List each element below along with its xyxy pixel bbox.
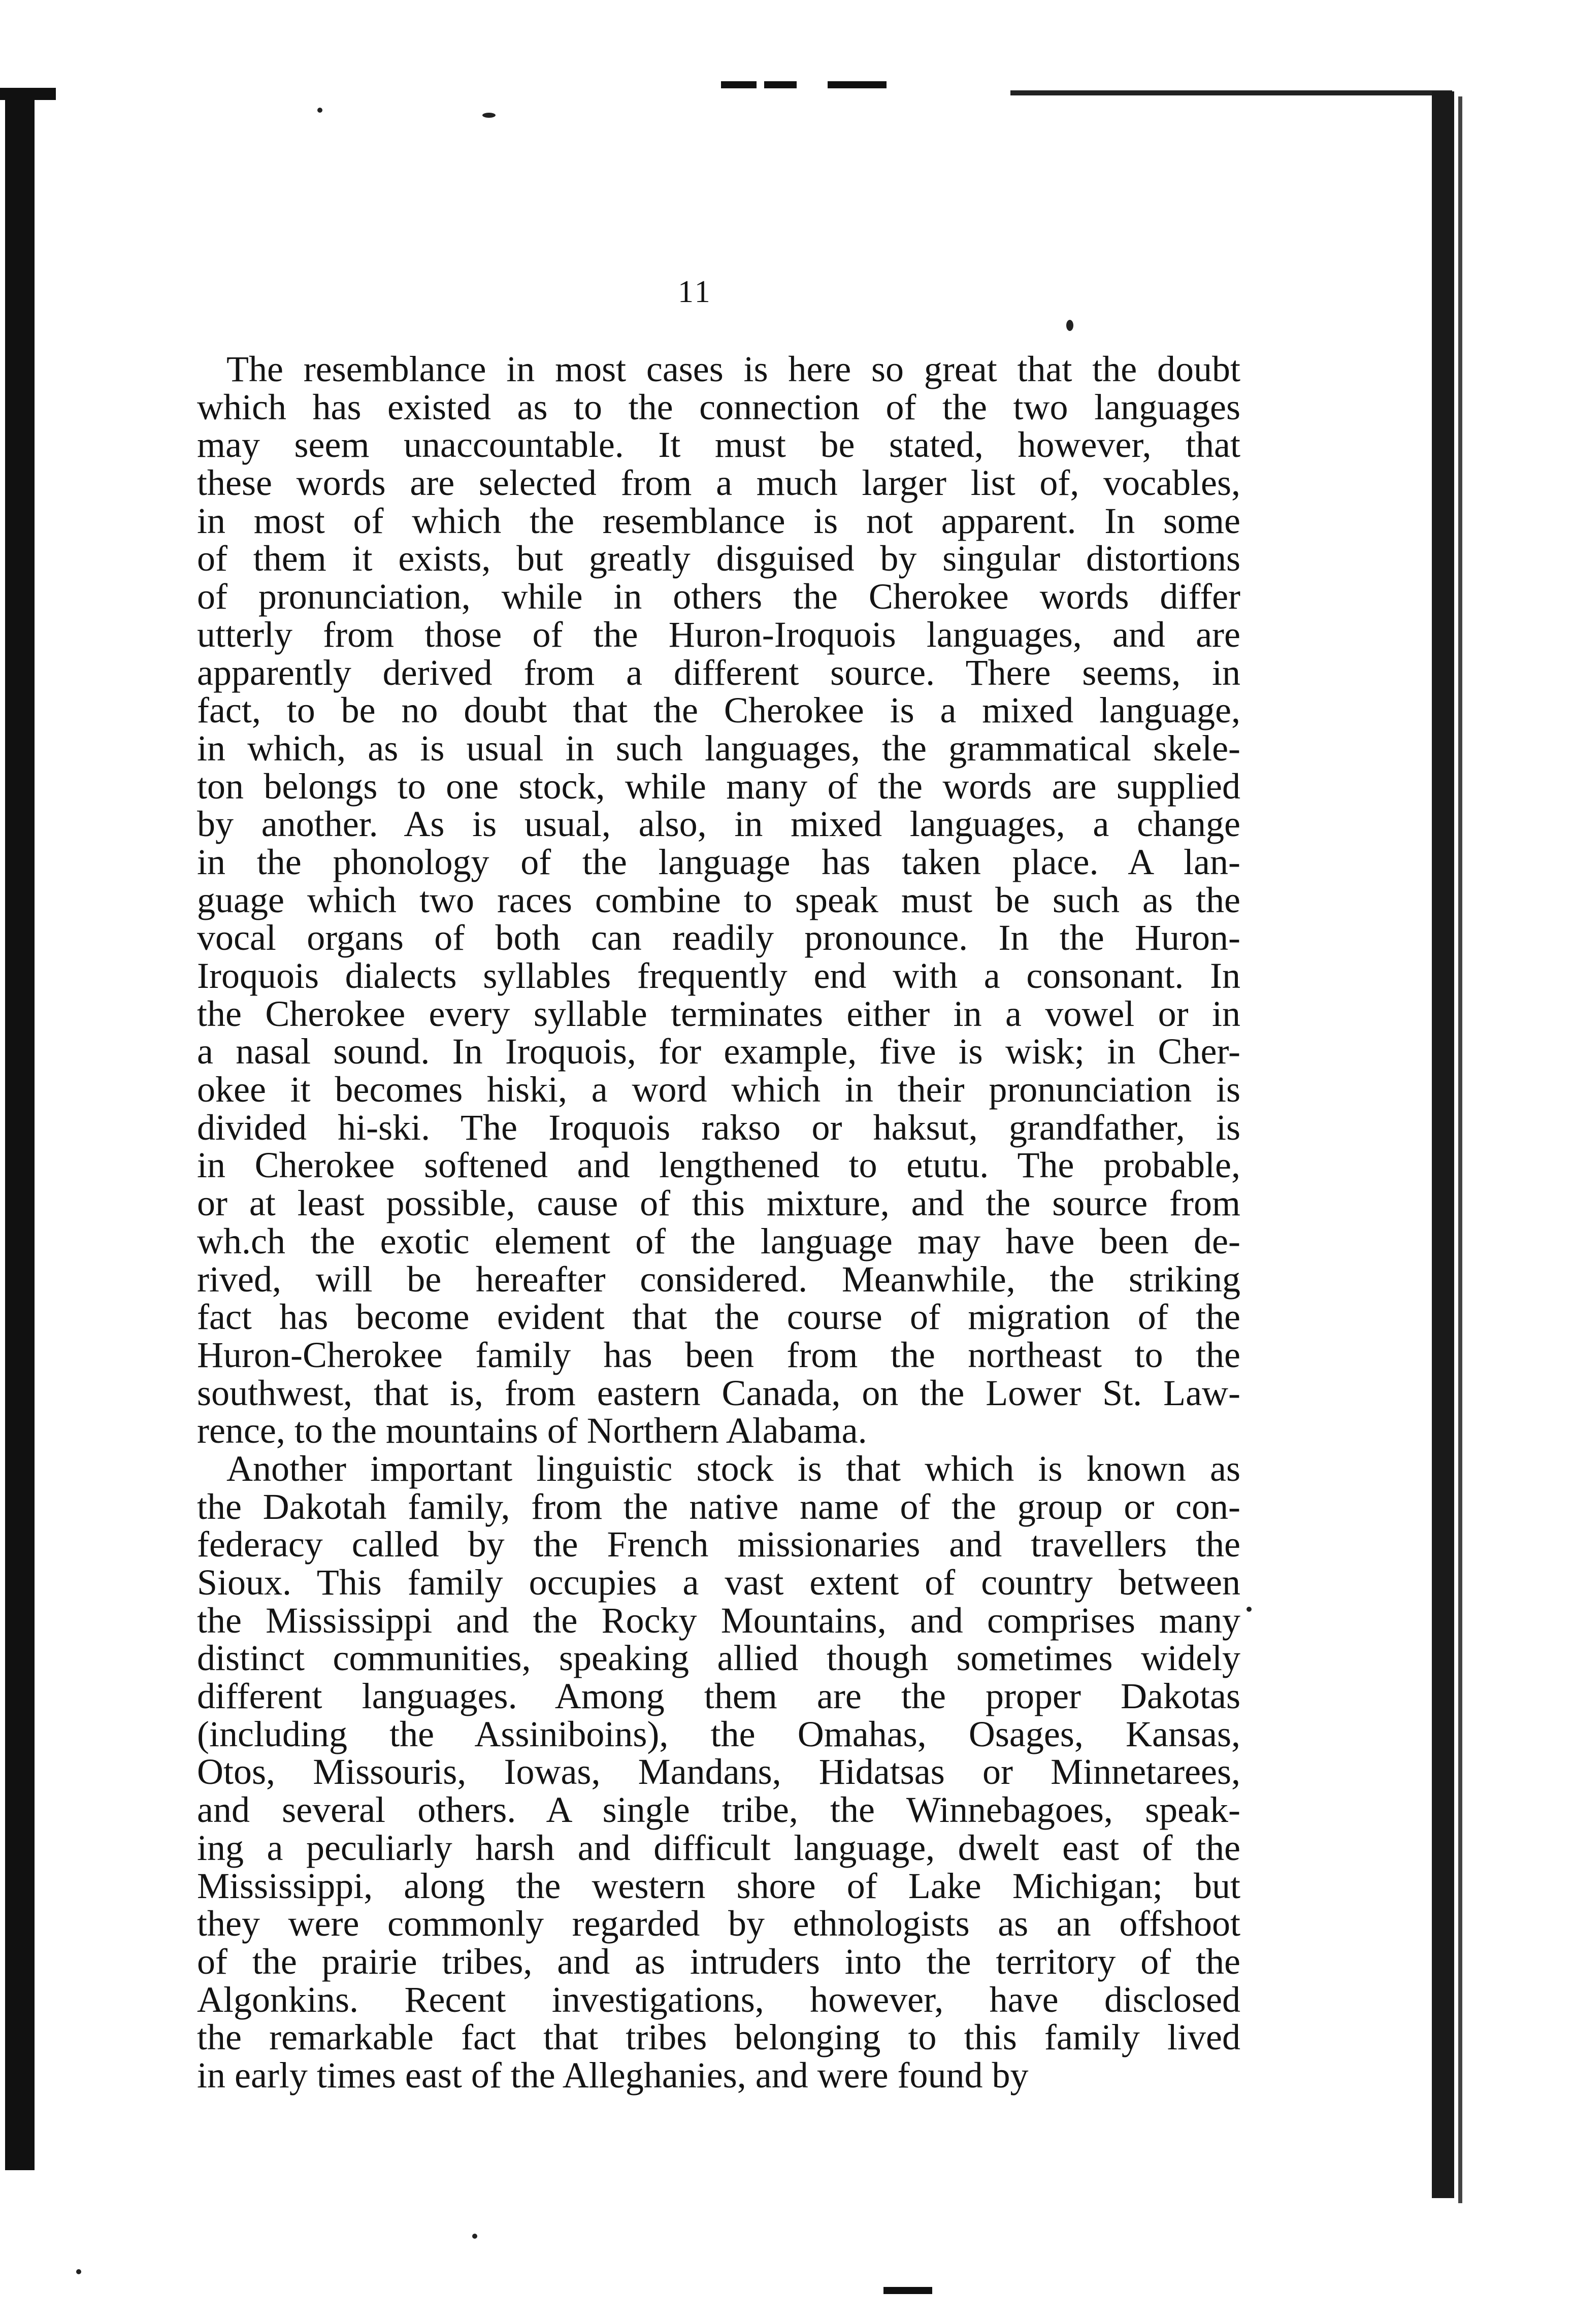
text-line: Iroquois dialects syllables frequently end with a consonant. In <box>197 955 1240 996</box>
speck <box>1066 320 1073 331</box>
text-line: divided hi-ski. The Iroquois rakso or haksut, grandfather, is <box>197 1107 1240 1148</box>
text-line: of the prairie tribes, and as intruders into the territory of the <box>197 1941 1240 1982</box>
text-line: ing a peculiarly harsh and difficult language, dwelt east of the <box>197 1827 1240 1868</box>
text-line: fact, to be no doubt that the Cherokee is a mixed language, <box>197 690 1240 731</box>
text-line: the Dakotah family, from the native name of the group or con- <box>197 1486 1240 1527</box>
right-page-edge-inner <box>1458 96 1462 2203</box>
right-page-edge <box>1432 91 1454 2198</box>
text-line: these words are selected from a much larger list of, vocables, <box>197 462 1240 504</box>
bottom-mark <box>883 2287 932 2294</box>
text-line: distinct communities, speaking allied though sometimes widely <box>197 1638 1240 1679</box>
text-line: apparently derived from a different source. There seems, in <box>197 652 1240 693</box>
text-line: (including the Assiniboins), the Omahas, Osages, Kansas, <box>197 1713 1240 1754</box>
text-line: rived, will be hereafter considered. Meanwhile, the striking <box>197 1258 1240 1300</box>
text-line: guage which two races combine to speak must be such as the <box>197 879 1240 920</box>
top-mark <box>764 81 797 88</box>
text-line: ton belongs to one stock, while many of the words are supplied <box>197 766 1240 807</box>
speck <box>76 2269 81 2274</box>
text-line: Huron-Cherokee family has been from the northeast to the <box>197 1334 1240 1375</box>
text-line: utterly from those of the Huron-Iroquois languages, and are <box>197 614 1240 655</box>
text-line: by another. As is usual, also, in mixed languages, a change <box>197 804 1240 845</box>
text-line: in the phonology of the language has taken place. A lan- <box>197 841 1240 882</box>
text-line: in which, as is usual in such languages, the grammatical skele- <box>197 727 1240 769</box>
text-line: Sioux. This family occupies a vast extent of country between <box>197 1562 1240 1603</box>
top-mark <box>721 81 757 88</box>
page-number: 11 <box>678 275 712 309</box>
text-line: of them it exists, but greatly disguised by singular distortions <box>197 538 1240 579</box>
text-line: they were commonly regarded by ethnologists as an offshoot <box>197 1903 1240 1944</box>
text-line: different languages. Among them are the proper Dakotas <box>197 1676 1240 1717</box>
text-line: wh.ch the exotic element of the language may have been de- <box>197 1220 1240 1261</box>
text-line: the Cherokee every syllable terminates either in a vowel or in <box>197 993 1240 1034</box>
speck <box>317 108 322 113</box>
text-line: the remarkable fact that tribes belonging to this family lived <box>197 2017 1240 2058</box>
body-text <box>197 350 1240 2095</box>
top-rule <box>1010 90 1452 95</box>
text-line: in Cherokee softened and lengthened to etutu. The probable, <box>197 1145 1240 1186</box>
text-line: Otos, Missouris, Iowas, Mandans, Hidatsas or Minnetarees, <box>197 1751 1240 1792</box>
text-line: Another important linguistic stock is that which is known as <box>226 1448 1240 1489</box>
text-line: a nasal sound. In Iroquois, for example, five is wisk; in Cher- <box>197 1031 1240 1072</box>
text-line: in early times east of the Alleghanies, and were found by <box>197 2054 1029 2096</box>
text-line: fact has become evident that the course of migration of the <box>197 1297 1240 1338</box>
text-line: The resemblance in most cases is here so great that the doubt <box>226 349 1240 389</box>
text-line: okee it becomes hiski, a word which in their pronunciation is <box>197 1069 1240 1110</box>
text-line: rence, to the mountains of Northern Alabama. <box>197 1410 867 1451</box>
text-line: which has existed as to the connection of the two languages <box>197 386 1240 427</box>
text-line: in most of which the resemblance is not apparent. In some <box>197 500 1240 541</box>
speck <box>482 113 496 118</box>
text-line: the Mississippi and the Rocky Mountains, and comprises many <box>197 1600 1240 1641</box>
text-line: vocal organs of both can readily pronounce. In the Huron- <box>197 917 1240 958</box>
text-line: may seem unaccountable. It must be stated, however, that <box>197 424 1240 466</box>
speck <box>1247 1607 1252 1612</box>
speck <box>472 2234 477 2239</box>
text-line: southwest, that is, from eastern Canada, on the Lower St. Law- <box>197 1372 1240 1413</box>
text-line: and several others. A single tribe, the Winnebagoes, speak- <box>197 1789 1240 1831</box>
text-line: Algonkins. Recent investigations, however, have disclosed <box>197 1979 1240 2020</box>
text-line: of pronunciation, while in others the Cherokee words differ <box>197 576 1240 617</box>
text-line: or at least possible, cause of this mixture, and the source from <box>197 1183 1240 1224</box>
text-line: Mississippi, along the western shore of Lake Michigan; but <box>197 1865 1240 1906</box>
text-line: federacy called by the French missionaries and travellers the <box>197 1524 1240 1565</box>
binding-shadow <box>5 94 35 2170</box>
top-mark <box>828 81 887 88</box>
